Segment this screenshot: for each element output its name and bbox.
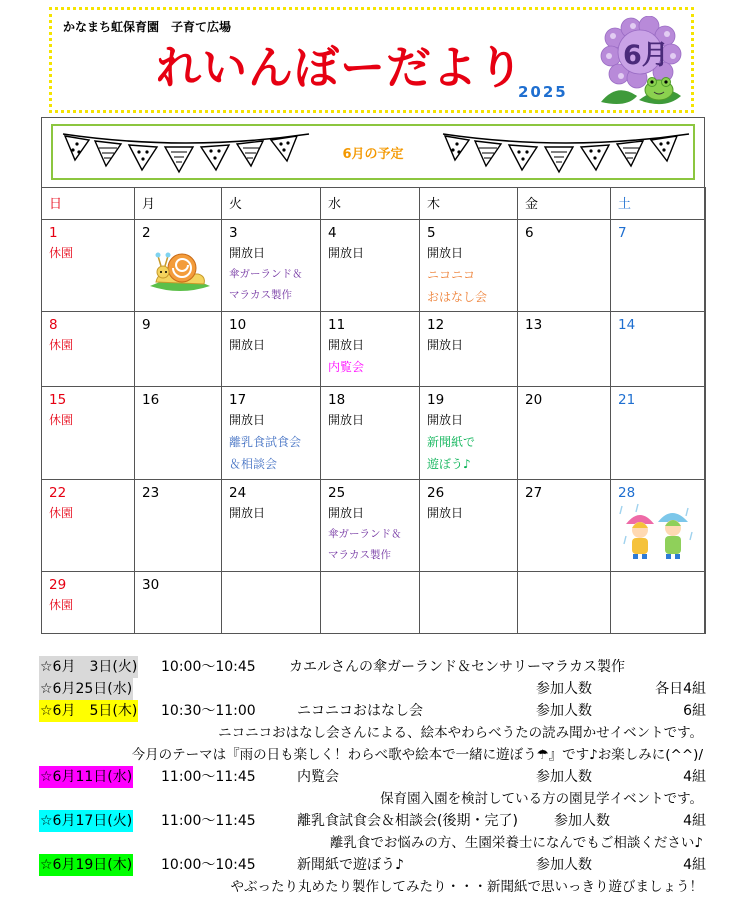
day-event-label: 開放日	[328, 246, 365, 260]
calendar-day-cell	[611, 312, 706, 387]
participants-label: 参加人数	[554, 813, 610, 829]
day-event-label: おはなし会	[427, 290, 488, 304]
day-event-label: 開放日	[229, 506, 266, 520]
day-event-label: 遊ぼう♪	[427, 457, 471, 471]
day-number: 7	[618, 225, 627, 241]
calendar-day-cell	[222, 220, 321, 312]
rain-children-icon	[618, 502, 696, 562]
calendar-day-cell	[518, 480, 611, 572]
organization-name: かなまち虹保育園 子育て広場	[63, 20, 232, 34]
day-event-label: 開放日	[328, 413, 365, 427]
newsletter-header	[49, 7, 694, 113]
day-number: 30	[142, 577, 160, 593]
day-event-label: 傘ガーランド＆	[328, 528, 402, 540]
calendar-day-cell	[42, 572, 135, 634]
day-event-label: 開放日	[427, 338, 464, 352]
day-number: 21	[618, 392, 636, 408]
day-event-label: 開放日	[328, 506, 365, 520]
day-number: 28	[618, 485, 636, 501]
event-time: 10:00～10:45	[161, 659, 256, 675]
event-time: 11:00～11:45	[161, 769, 256, 785]
day-number: 22	[49, 485, 67, 501]
participants-count: 4組	[683, 813, 706, 829]
day-event-label: 開放日	[427, 506, 464, 520]
calendar-day-cell	[518, 572, 611, 634]
calendar-day-cell	[135, 387, 222, 480]
day-number: 4	[328, 225, 337, 241]
calendar-week-row	[42, 312, 706, 387]
day-number: 15	[49, 392, 67, 408]
calendar-day-cell	[42, 220, 135, 312]
day-event-label: 開放日	[427, 246, 464, 260]
event-row	[39, 700, 707, 722]
newsletter-year: 2025	[518, 83, 568, 101]
day-number: 2	[142, 225, 151, 241]
event-name: 新聞紙で遊ぼう♪	[297, 857, 404, 873]
calendar-day-cell	[611, 572, 706, 634]
day-event-label: 開放日	[229, 413, 266, 427]
day-number: 13	[525, 317, 543, 333]
day-event-label: 開放日	[229, 246, 266, 260]
calendar-day-cell	[222, 387, 321, 480]
event-date: ☆6月17日(火)	[39, 810, 133, 832]
hydrangea-frog-icon	[597, 16, 683, 112]
calendar-day-cell	[135, 220, 222, 312]
calendar-day-cell	[321, 312, 420, 387]
calendar-day-cell	[518, 220, 611, 312]
day-number: 19	[427, 392, 445, 408]
day-number: 10	[229, 317, 247, 333]
calendar-day-cell	[222, 572, 321, 634]
day-number: 26	[427, 485, 445, 501]
calendar-day-cell	[611, 387, 706, 480]
participants-count: 6組	[683, 703, 706, 719]
calendar-day-cell	[222, 480, 321, 572]
day-number: 17	[229, 392, 247, 408]
day-number: 24	[229, 485, 247, 501]
participants-label: 参加人数	[536, 769, 592, 785]
calendar-day-cell	[518, 312, 611, 387]
event-date: ☆6月11日(水)	[39, 766, 133, 788]
event-row	[39, 766, 707, 788]
calendar-day-cell	[420, 480, 518, 572]
event-name: 離乳食試食会＆相談会(後期・完了)	[297, 813, 518, 829]
calendar-day-cell	[420, 572, 518, 634]
day-event-label: 開放日	[427, 413, 464, 427]
event-time: 10:30～11:00	[161, 703, 256, 719]
day-event-label: 内覧会	[328, 360, 365, 374]
day-number: 12	[427, 317, 445, 333]
calendar-day-cell	[42, 312, 135, 387]
weekday-header: 金	[518, 188, 611, 220]
day-event-label: 離乳食試食会	[229, 435, 302, 449]
participants-count: 各日4組	[655, 681, 706, 697]
event-date: ☆6月25日(水)	[39, 678, 133, 700]
day-number: 29	[49, 577, 67, 593]
participants-label: 参加人数	[536, 703, 592, 719]
day-event-label: 休園	[49, 338, 74, 352]
event-time: 10:00～10:45	[161, 857, 256, 873]
calendar-day-cell	[321, 220, 420, 312]
calendar-day-cell	[611, 480, 706, 572]
day-number: 23	[142, 485, 160, 501]
calendar-week-row	[42, 220, 706, 312]
snail-icon	[146, 242, 214, 294]
day-number: 18	[328, 392, 346, 408]
svg-text:6月: 6月	[623, 40, 669, 71]
day-event-label: 傘ガーランド＆	[229, 268, 303, 280]
calendar-day-cell	[420, 220, 518, 312]
calendar-day-cell	[611, 220, 706, 312]
calendar-day-cell	[321, 572, 420, 634]
day-number: 9	[142, 317, 151, 333]
event-note: 保育園入園を検討している方の園見学イベントです。	[380, 791, 703, 807]
day-event-label: マラカス製作	[229, 289, 292, 301]
participants-label: 参加人数	[536, 857, 592, 873]
event-note: やぶったり丸めたり製作してみたり・・・新聞紙で思いっきり遊びましょう！	[230, 879, 703, 895]
event-row	[39, 678, 707, 700]
participants-count: 4組	[683, 769, 706, 785]
calendar-grid	[41, 187, 706, 634]
day-event-label: 開放日	[229, 338, 266, 352]
calendar-banner	[51, 124, 695, 180]
day-number: 14	[618, 317, 636, 333]
weekday-header: 土	[611, 188, 706, 220]
day-event-label: ニコニコ	[427, 268, 476, 282]
calendar-week-row	[42, 387, 706, 480]
day-event-label: 休園	[49, 598, 74, 612]
day-number: 11	[328, 317, 346, 333]
event-date: ☆6月 5日(木)	[39, 700, 138, 722]
day-number: 27	[525, 485, 543, 501]
day-number: 16	[142, 392, 160, 408]
day-number: 5	[427, 225, 436, 241]
weekday-header: 火	[222, 188, 321, 220]
day-event-label: 休園	[49, 506, 74, 520]
calendar-day-cell	[135, 312, 222, 387]
calendar-day-cell	[42, 480, 135, 572]
day-event-label: 休園	[49, 246, 74, 260]
participants-label: 参加人数	[536, 681, 592, 697]
day-event-label: 休園	[49, 413, 74, 427]
event-row	[39, 810, 707, 832]
calendar-day-cell	[42, 387, 135, 480]
calendar-day-cell	[420, 312, 518, 387]
flag-garland-icon	[441, 128, 691, 176]
event-note: 今月のテーマは『雨の日も楽しく！わらべ歌や絵本で一緒に遊ぼう☂』です♪お楽しみに(^^)/	[131, 747, 703, 763]
calendar-day-cell	[420, 387, 518, 480]
day-number: 20	[525, 392, 543, 408]
calendar-day-cell	[222, 312, 321, 387]
calendar-day-cell	[135, 480, 222, 572]
day-number: 6	[525, 225, 534, 241]
day-number: 25	[328, 485, 346, 501]
calendar-day-cell	[518, 387, 611, 480]
event-date: ☆6月19日(木)	[39, 854, 133, 876]
calendar-day-cell	[321, 387, 420, 480]
newsletter-title: れいんぼーだより	[156, 41, 525, 94]
day-event-label: マラカス製作	[328, 549, 391, 561]
event-row	[39, 854, 707, 876]
calendar-week-row	[42, 572, 706, 634]
event-name: カエルさんの傘ガーランド＆センサリーマラカス製作	[289, 659, 625, 675]
day-event-label: 開放日	[328, 338, 365, 352]
monthly-calendar	[41, 117, 705, 634]
calendar-day-cell	[135, 572, 222, 634]
event-name: ニコニコおはなし会	[297, 703, 423, 719]
calendar-banner-title: 6月の予定	[342, 147, 404, 162]
participants-count: 4組	[683, 857, 706, 873]
day-number: 1	[49, 225, 58, 241]
weekday-header: 水	[321, 188, 420, 220]
event-row	[39, 656, 707, 678]
weekday-header-row	[42, 188, 706, 220]
event-note: 離乳食でお悩みの方、生園栄養士になんでもご相談ください♪	[329, 835, 703, 851]
weekday-header: 木	[420, 188, 518, 220]
weekday-header: 月	[135, 188, 222, 220]
calendar-day-cell	[321, 480, 420, 572]
day-event-label: 新聞紙で	[427, 435, 476, 449]
event-name: 内覧会	[297, 769, 339, 785]
day-event-label: ＆相談会	[229, 457, 278, 471]
day-number: 3	[229, 225, 238, 241]
event-note: ニコニコおはなし会さんによる、絵本やわらべうたの読み聞かせイベントです。	[218, 725, 703, 741]
day-number: 8	[49, 317, 58, 333]
calendar-week-row	[42, 480, 706, 572]
event-details-list	[39, 656, 707, 898]
event-date: ☆6月 3日(火)	[39, 656, 138, 678]
event-time: 11:00～11:45	[161, 813, 256, 829]
weekday-header: 日	[42, 188, 135, 220]
